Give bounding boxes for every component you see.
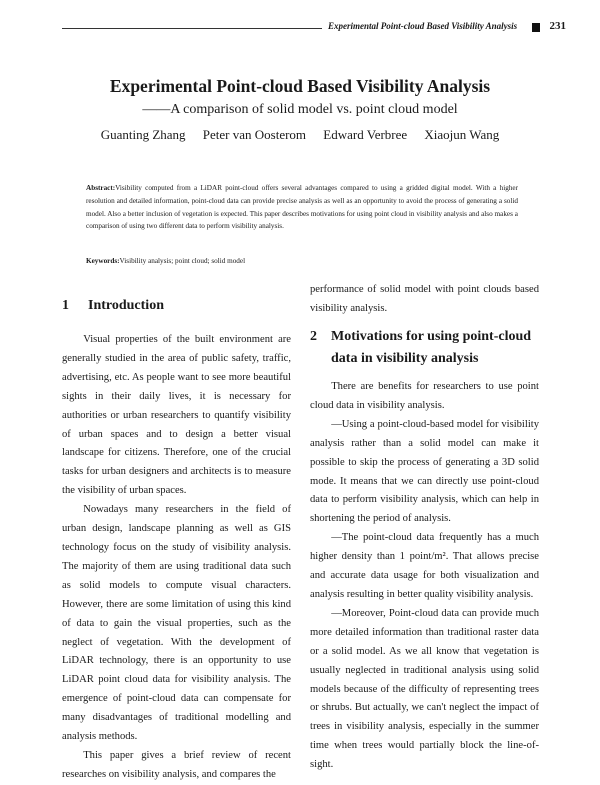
section-title: Introduction [88, 298, 164, 313]
left-column [62, 331, 291, 785]
paragraph-continuation: performance of solid model with point clouds based visibility analysis. [310, 284, 539, 314]
section-heading-motivations [310, 326, 545, 370]
author: Peter van Oosterom [202, 127, 307, 142]
paragraph: —The point-cloud data frequently has a much higher density than 1 point/m². That allows precise and accurate data usage for both visualization and analysis resulting in better quality visibility analysis. [310, 532, 539, 600]
running-title: Experimental Point-cloud Based Visibility Analysis [328, 21, 518, 31]
paragraph: Visual properties of the built environment are generally studied in the area of public safety, traffic, advertising, etc. As people want to see more beautiful sights in their daily lives, it is necessary for authorities or urban researchers to quantify visibility of urban spaces and to design a better visual landscape for citizens. Therefore, one of the crucial tasks for urban designers and architects is to measure the visibility of urban spaces. [62, 334, 291, 497]
keywords-text: Visibility analysis; point cloud; solid model [119, 257, 246, 265]
section-number: 1 [62, 298, 69, 313]
author: Edward Verbree [323, 127, 408, 142]
author: Xiaojun Wang [424, 127, 500, 142]
paper-subtitle: ——A comparison of solid model vs. point cloud model [142, 102, 458, 117]
header-rule [62, 28, 322, 29]
paragraph: This paper gives a brief review of recent researches on visibility analysis, and compares the [62, 749, 291, 780]
paragraph: Nowadays many researchers in the field of urban design, landscape planning as well as GIS technology focus on the study of visibility analysis. The majority of them are using traditional data such as solid models to compute visual characters. However, there are some limitation of using this kind of data to gain the visual properties, such as the neglect of vegetation. With the development of LiDAR technology, there is an opportunity to use LiDAR point cloud data for visibility analysis. The emergence of point-cloud data can compensate for many disadvantages of traditional modelling and analysis methods. [62, 504, 291, 743]
header-square-icon [532, 23, 540, 32]
abstract [86, 182, 518, 233]
paragraph: —Moreover, Point-cloud data can provide much more detailed information than traditional raster data or a solid model. As we all know that vegetation is usually neglected in traditional analysis using solid models because of the difficulty of representing trees or shrubs. But actually, we can't neglect the impact of trees in visibility analysis, especially in the summer time when trees would partially block the line-of-sight. [310, 607, 539, 771]
paragraph: There are benefits for researchers to use point cloud data in visibility analysis. [310, 381, 539, 411]
paragraph: —Using a point-cloud-based model for visibility analysis rather than a solid model can make it possible to skip the process of generating a 3D solid mode. It means that we can directly use point-cloud data to perform visibility analysis, which can help in shortening the period of analysis. [310, 418, 539, 525]
section-title: Motivations for using point-cloud data in visibility analysis [331, 329, 532, 366]
abstract-label: Abstract: [86, 184, 116, 192]
keywords [86, 257, 518, 265]
abstract-text: Visibility computed from a LiDAR point-cloud offers several advantages compared to using a gridded digital model. With a higher resolution and detailed information, point-cloud data can provide precise analysis as well as an opportunity to avoid the process of generating a solid model. Also a better inclusion of vegetation is expected. This paper describes motivations for using point cloud in visibility analysis and also makes a comparison of using two different data to perform visibility analysis. [86, 184, 518, 231]
right-column-top [310, 281, 539, 319]
page-header [62, 20, 566, 36]
paper-title: Experimental Point-cloud Based Visibility Analysis [109, 76, 491, 96]
author: Guanting Zhang [100, 127, 186, 142]
right-column-body [310, 378, 539, 775]
section-number: 2 [310, 329, 317, 344]
section-heading-introduction [62, 298, 164, 314]
author-list [0, 127, 600, 143]
keywords-label: Keywords: [86, 257, 120, 265]
page-number: 231 [549, 20, 566, 32]
